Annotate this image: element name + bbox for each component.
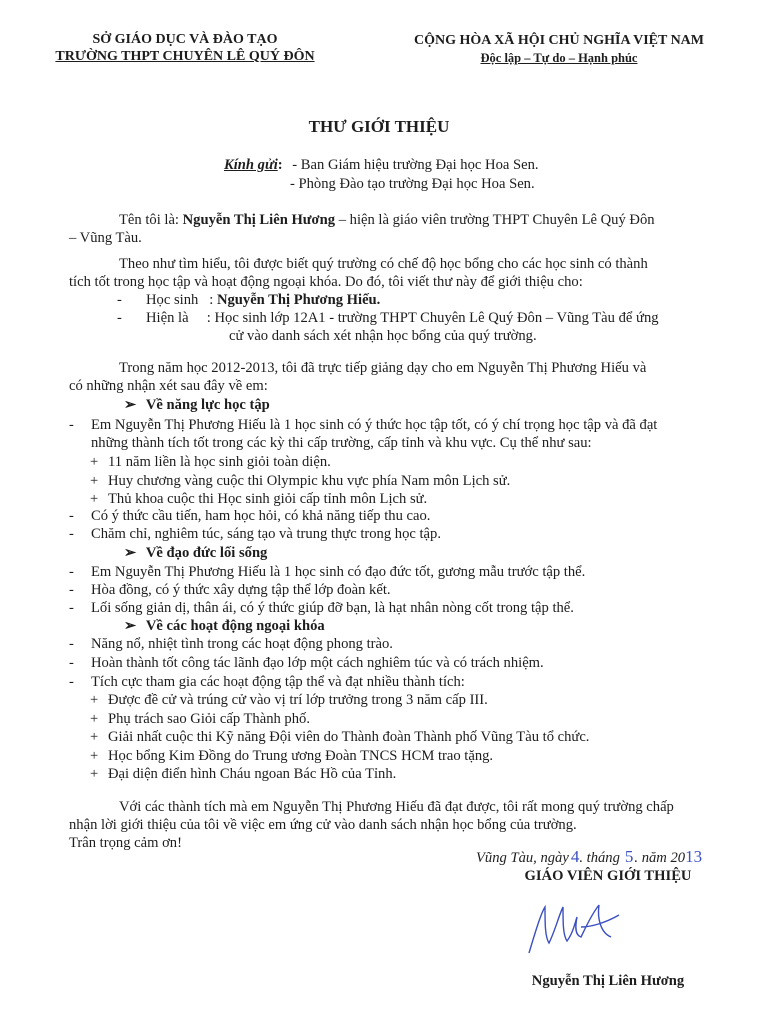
recipients	[224, 156, 539, 174]
plus: +	[90, 748, 99, 764]
s1-sub2: Huy chương vàng cuộc thi Olympic khu vực phía Nam môn Lịch sử.	[108, 473, 511, 489]
student-label: Học sinh :	[146, 292, 217, 308]
s3-item2: Hoàn thành tốt công tác lãnh đạo lớp một cách nghiêm túc và có trách nhiệm.	[91, 655, 544, 671]
dash: -	[117, 310, 122, 326]
date-year-suffix: 13	[685, 847, 703, 866]
recipient-line-1: - Ban Giám hiệu trường Đại học Hoa Sen.	[292, 157, 539, 173]
section-heading-1-text: Về năng lực học tập	[145, 397, 270, 413]
intro-line-2: – Vũng Tàu.	[69, 230, 142, 246]
header-motto: Độc lập – Tự do – Hạnh phúc	[480, 51, 638, 65]
current-line-1: Hiện là : Học sinh lớp 12A1 - trường THPT Chuyên Lê Quý Đôn – Vũng Tàu để ứng	[146, 310, 659, 326]
signature-date	[476, 848, 702, 867]
recipient-line-2: - Phòng Đào tạo trường Đại học Hoa Sen.	[290, 176, 535, 192]
arrow-icon: ➢	[124, 545, 137, 561]
plus: +	[90, 473, 99, 489]
dash: -	[69, 508, 74, 524]
dash: -	[69, 417, 74, 433]
page-title: THƯ GIỚI THIỆU	[308, 117, 450, 136]
s3-sub1: Được đề cử và trúng cử vào vị trí lớp trưởng trong 3 năm cấp III.	[108, 692, 488, 708]
dash: -	[69, 582, 74, 598]
closing-line-1: Với các thành tích mà em Nguyễn Thị Phương Hiếu đã đạt được, tôi rất mong quý trường chấp	[119, 799, 674, 815]
s1-item1-line2: những thành tích tốt trong các kỳ thi cấp trường, cấp tỉnh và khu vực. Cụ thể như sau:	[91, 435, 592, 451]
signature-role: GIÁO VIÊN GIỚI THIỆU	[524, 868, 692, 884]
current-line-2: cử vào danh sách xét nhận học bổng của quý trường.	[229, 328, 537, 344]
section-heading-2-text: Về đạo đức lối sống	[145, 545, 268, 561]
intro-suffix: – hiện là giáo viên trường THPT Chuyên Lê Quý Đôn	[335, 212, 655, 228]
s3-sub5: Đại diện điển hình Cháu ngoan Bác Hồ của Tỉnh.	[108, 766, 397, 782]
observation-line-1: Trong năm học 2012-2013, tôi đã trực tiếp giảng dạy cho em Nguyễn Thị Phương Hiếu và	[119, 360, 647, 376]
dash: -	[69, 636, 74, 652]
dash: -	[117, 292, 122, 308]
date-month: 5	[624, 847, 634, 866]
signature-name: Nguyễn Thị Liên Hương	[531, 973, 685, 989]
closing-line-2: nhận lời giới thiệu của tôi về việc em ứng cử vào danh sách nhận học bổng của trường.	[69, 817, 577, 833]
header-org-line1: SỞ GIÁO DỤC VÀ ĐÀO TẠO	[92, 32, 278, 47]
s1-sub1: 11 năm liền là học sinh giỏi toàn diện.	[108, 454, 331, 470]
section-heading-1	[124, 396, 270, 414]
s3-sub2: Phụ trách sao Giỏi cấp Thành phố.	[108, 711, 310, 727]
date-prefix: Vũng Tàu, ngày	[476, 850, 569, 866]
purpose-line-1: Theo như tìm hiểu, tôi được biết quý trường có chế độ học bổng cho các học sinh có thành	[119, 256, 648, 272]
s3-item1: Năng nổ, nhiệt tình trong các hoạt động phong trào.	[91, 636, 393, 652]
dash: -	[69, 655, 74, 671]
s3-sub3: Giải nhất cuộc thi Kỹ năng Đội viên do Thành đoàn Thành phố Vũng Tàu tổ chức.	[108, 729, 590, 745]
s1-item3: Chăm chỉ, nghiêm túc, sáng tạo và trung thực trong học tập.	[91, 526, 441, 542]
s1-sub3: Thủ khoa cuộc thi Học sinh giỏi cấp tỉnh môn Lịch sử.	[108, 491, 428, 507]
date-year-label: . năm 20	[634, 850, 686, 866]
s2-item2: Hòa đồng, có ý thức xây dựng tập thể lớp đoàn kết.	[91, 582, 391, 598]
date-day: 4	[570, 847, 580, 866]
recipients-colon: :	[277, 157, 283, 173]
plus: +	[90, 491, 99, 507]
s3-sub4: Học bổng Kim Đồng do Trung ương Đoàn TNCS HCM trao tặng.	[108, 748, 494, 764]
plus: +	[90, 711, 99, 727]
plus: +	[90, 454, 99, 470]
s1-item1-line1: Em Nguyễn Thị Phương Hiếu là 1 học sinh có ý thức học tập tốt, có ý chí trọng học tập và đã đạt	[91, 417, 658, 433]
dash: -	[69, 564, 74, 580]
observation-line-2: có những nhận xét sau đây về em:	[69, 378, 268, 394]
plus: +	[90, 692, 99, 708]
plus: +	[90, 766, 99, 782]
header-country: CỘNG HÒA XÃ HỘI CHỦ NGHĨA VIỆT NAM	[413, 33, 704, 48]
intro-line-1	[119, 211, 655, 229]
purpose-line-2: tích tốt trong học tập và hoạt động ngoại khóa. Do đó, tôi viết thư này để giới thiệu cho:	[69, 274, 583, 290]
dash: -	[69, 526, 74, 542]
student-line	[146, 291, 380, 309]
arrow-icon: ➢	[124, 618, 137, 634]
plus: +	[90, 729, 99, 745]
intro-prefix: Tên tôi là:	[119, 212, 183, 228]
arrow-icon: ➢	[124, 397, 137, 413]
header-org-line2: TRƯỜNG THPT CHUYÊN LÊ QUÝ ĐÔN	[55, 49, 315, 64]
section-heading-2	[124, 544, 267, 562]
s2-item1: Em Nguyễn Thị Phương Hiếu là 1 học sinh có đạo đức tốt, gương mẫu trước tập thể.	[91, 564, 586, 580]
handwritten-signature	[515, 893, 635, 965]
dash: -	[69, 674, 74, 690]
recipients-label: Kính gửi	[224, 157, 278, 173]
date-month-label: . tháng	[579, 850, 620, 866]
teacher-name: Nguyễn Thị Liên Hương	[182, 212, 336, 228]
dash: -	[69, 600, 74, 616]
s3-item3: Tích cực tham gia các hoạt động tập thể và đạt nhiều thành tích:	[91, 674, 465, 690]
section-heading-3	[124, 617, 325, 635]
student-name: Nguyễn Thị Phương Hiếu.	[216, 292, 381, 308]
closing-line-3: Trân trọng cảm ơn!	[69, 835, 182, 851]
s2-item3: Lối sống giản dị, thân ái, có ý thức giúp đỡ bạn, là hạt nhân nòng cốt trong tập thể.	[91, 600, 574, 616]
section-heading-3-text: Về các hoạt động ngoại khóa	[145, 618, 325, 634]
s1-item2: Có ý thức cầu tiến, ham học hỏi, có khả năng tiếp thu cao.	[91, 508, 431, 524]
